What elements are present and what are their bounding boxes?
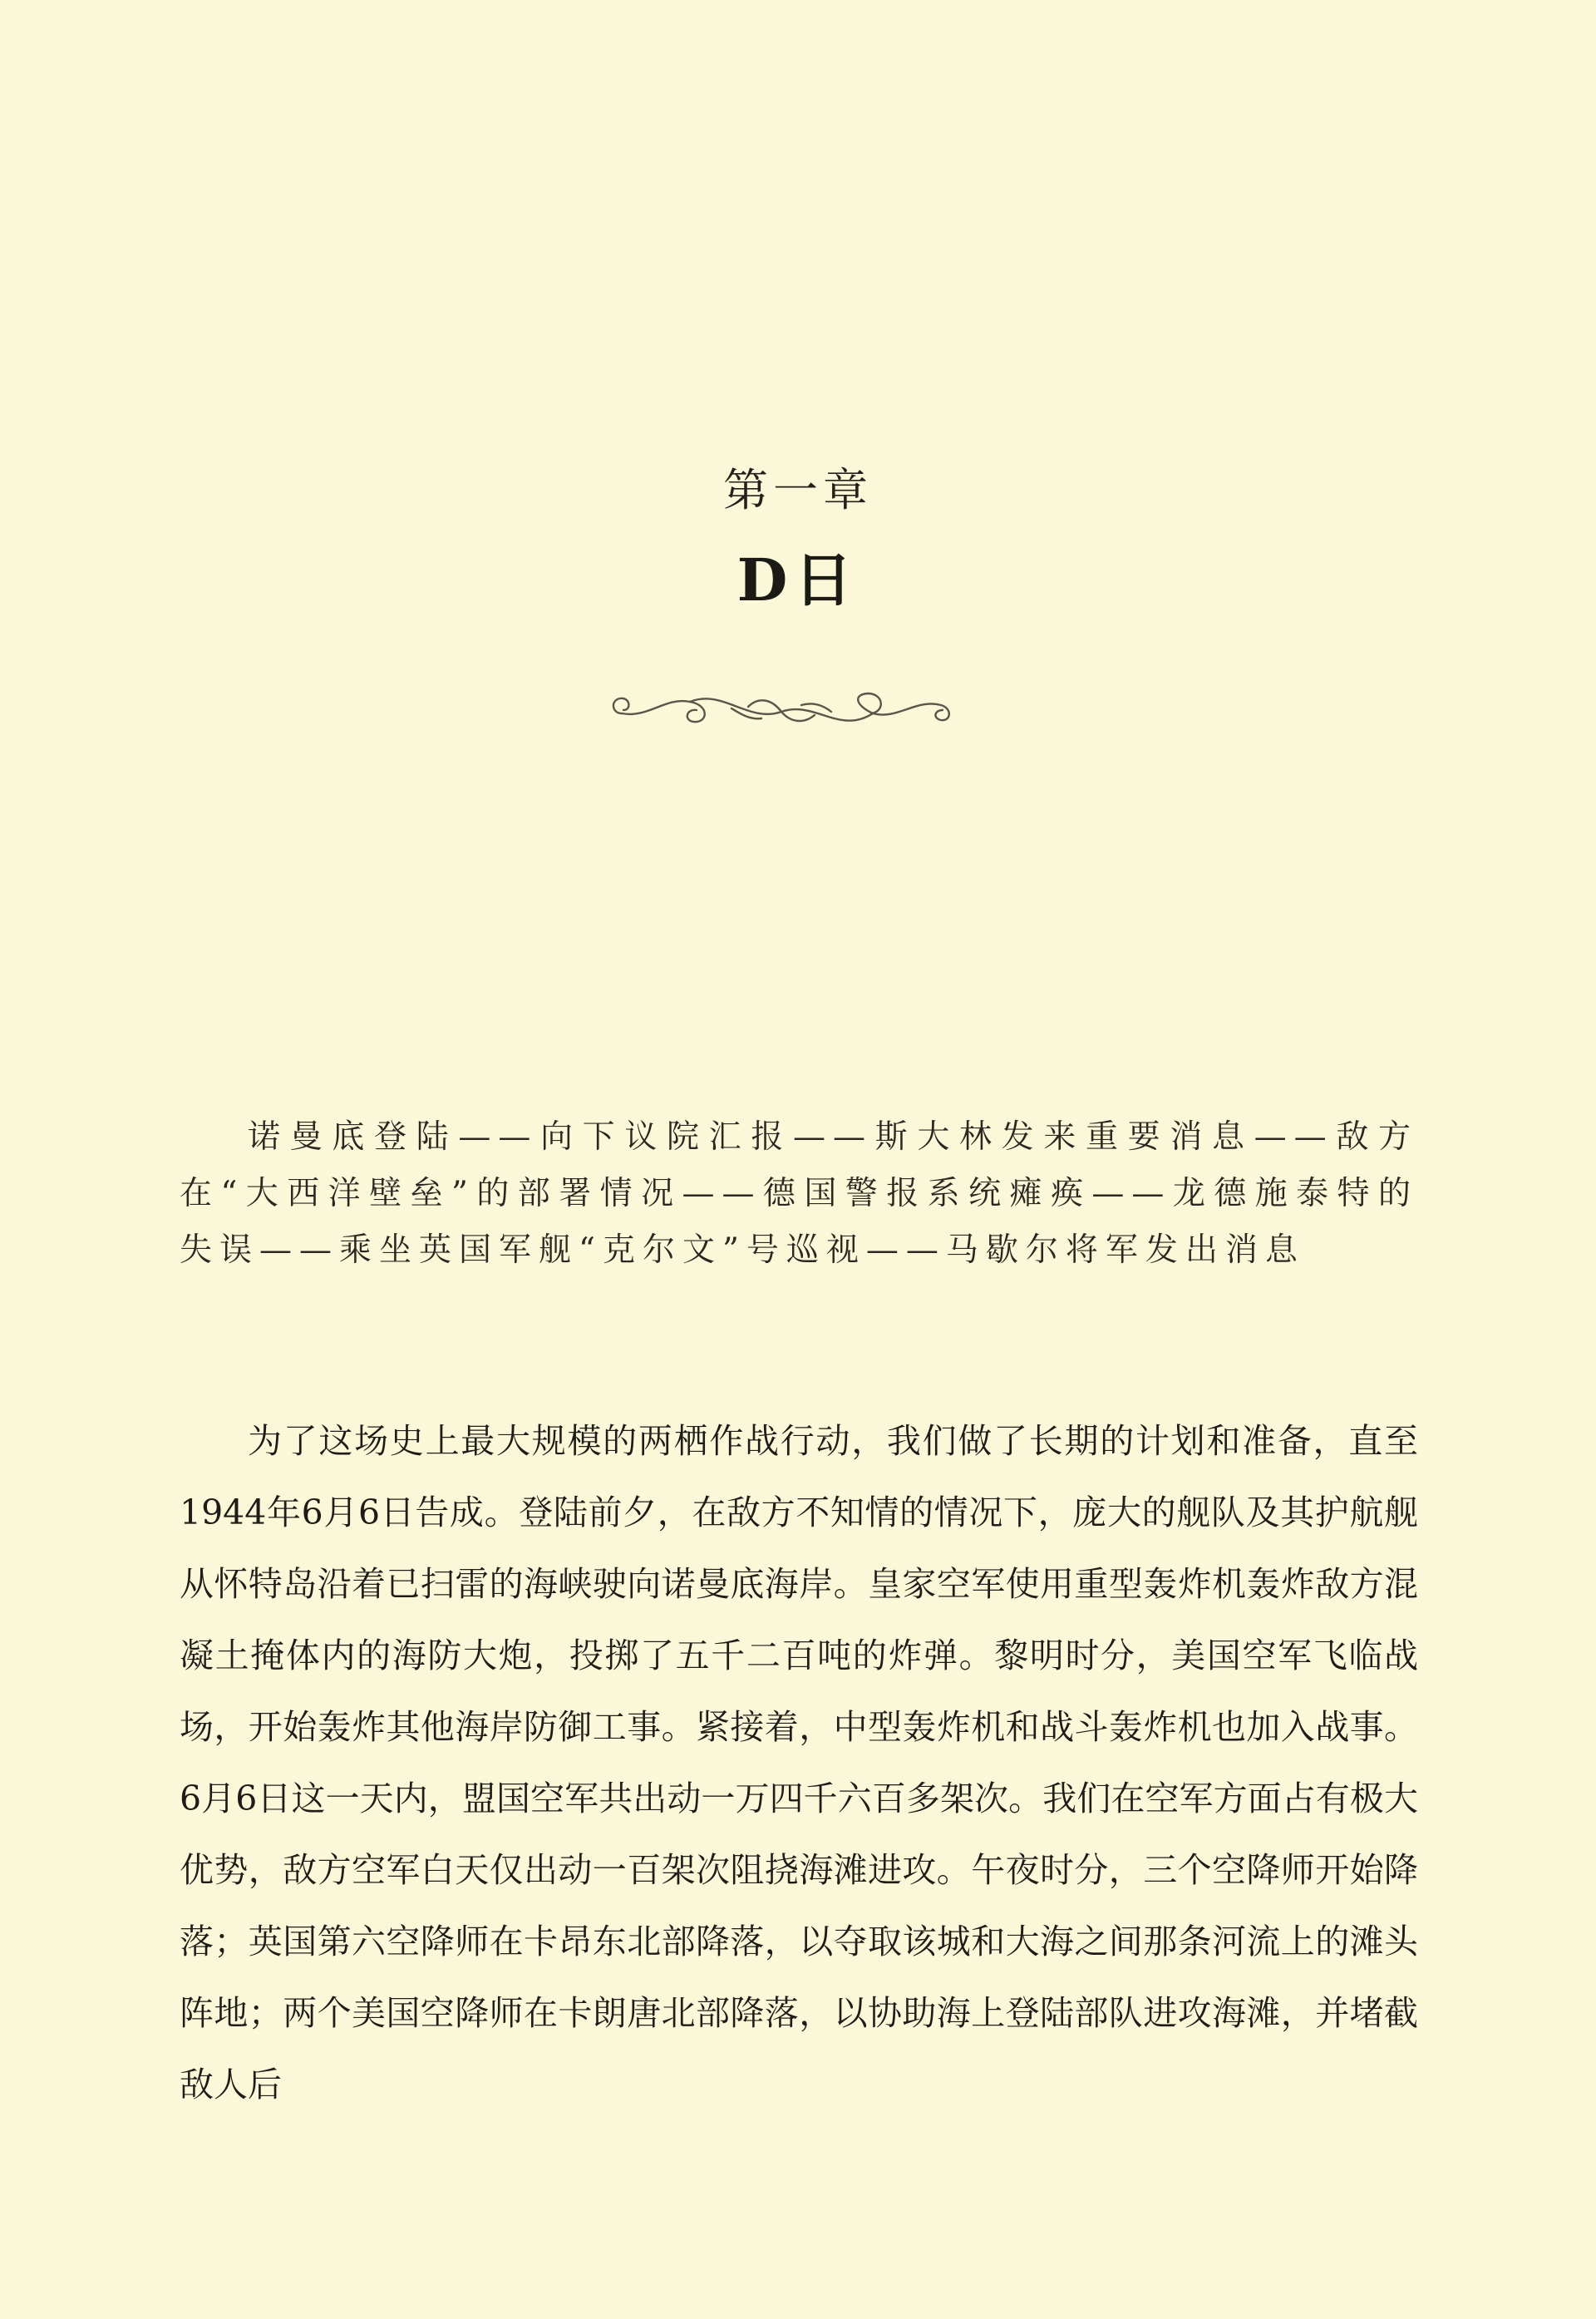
chapter-title: D日: [736, 545, 860, 614]
body-paragraph: 为了这场史上最大规模的两栖作战行动，我们做了长期的计划和准备，直至1944年6月6日告成。登陆前夕，在敌方不知情的情况下，庞大的舰队及其护航舰从怀特岛沿着已扫雷的海峡驶向诺曼底海岸。皇家空军使用重型轰炸机轰炸敌方混凝土掩体内的海防大炮，投掷了五千二百吨的炸弹。黎明时分，美国空军飞临战场，开始轰炸其他海岸防御工事。紧接着，中型轰炸机和战斗轰炸机也加入战事。6月6日这一天内，盟国空军共出动一万四千六百多架次。我们在空军方面占有极大优势，敌方空军白天仅出动一百架次阻挠海滩进攻。午夜时分，三个空降师开始降落；英国第六空降师在卡昂东北部降落，以夺取该城和大海之间那条河流上的滩头阵地；两个美国空降师在卡朗唐北部降落，以协助海上登陆部队进攻海滩，并堵截敌人后: [180, 1421, 1418, 2104]
scroll-flourish-icon: [607, 672, 956, 743]
chapter-summary: 诺曼底登陆——向下议院汇报——斯大林发来重要消息——敌方在“大西洋壁垒”的部署情况——德国警报系统瘫痪——龙德施泰特的失误——乘坐英国军舰“克尔文”号巡视——马歇尔将军发出消息: [180, 1118, 1418, 1269]
chapter-label: 第一章: [723, 464, 873, 516]
